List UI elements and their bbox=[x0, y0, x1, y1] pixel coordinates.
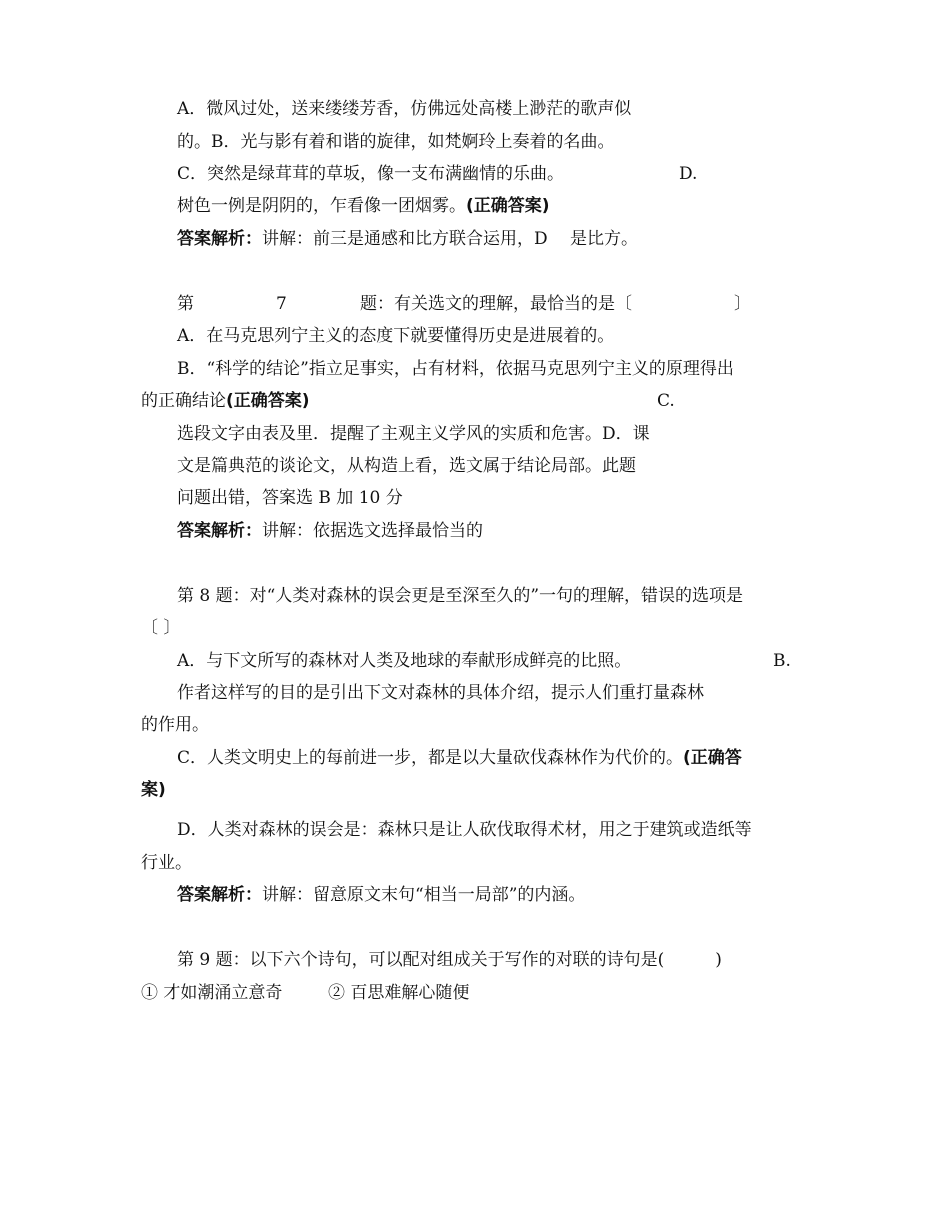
q9-title: 第 9 题：以下六个诗句，可以配对组成关于写作的对联的诗句是( ) bbox=[177, 950, 722, 970]
explanation-label: 答案解析： bbox=[177, 229, 262, 249]
q7-option-c-label: C. bbox=[657, 391, 675, 411]
q8-title-bracket: 〔 〕 bbox=[141, 618, 181, 638]
answer-explanation: 答案解析：讲解：前三是通感和比方联合运用，D 是比方。 bbox=[177, 229, 639, 249]
option-b-line: 的。B．光与影有着和谐的旋律，如梵婀玲上奏着的名曲。 bbox=[177, 132, 615, 152]
q7-option-b-cont: 的正确结论(正确答案) bbox=[141, 391, 310, 411]
correct-answer-mark-cont: 案) bbox=[141, 780, 166, 800]
q7-note: 问题出错，答案选 B 加 10 分 bbox=[177, 488, 403, 508]
explanation-label: 答案解析： bbox=[177, 521, 262, 541]
option-c-line: C．突然是绿茸茸的草坂，像一支布满幽情的乐曲。 bbox=[177, 164, 565, 184]
correct-answer-mark: (正确答案) bbox=[226, 391, 310, 411]
q9-option-2: ② 百思难解心随便 bbox=[328, 983, 470, 1003]
q7-answer-explanation: 答案解析：讲解：依据选文选择最恰当的 bbox=[177, 521, 483, 541]
option-d-label: D. bbox=[679, 164, 698, 184]
q8-title: 第 8 题：对“人类对森林的误会更是至深至久的”一句的理解，错误的选项是 bbox=[177, 586, 744, 606]
q7-title-number: 7 bbox=[276, 294, 287, 314]
q8-option-d-cont: 行业。 bbox=[141, 853, 192, 873]
q7-option-d: 文是篇典范的谈论文，从构造上看，选文属于结论局部。此题 bbox=[177, 456, 636, 476]
q8-answer-explanation: 答案解析：讲解：留意原文末句“相当一局部”的内涵。 bbox=[177, 885, 586, 905]
q7-option-c: 选段文字由表及里．提醒了主观主义学风的实质和危害。D．课 bbox=[177, 424, 650, 444]
q7-title-prefix: 第 bbox=[177, 294, 194, 314]
q8-option-a: A．与下文所写的森林对人类及地球的奉献形成鲜亮的比照。 bbox=[177, 651, 632, 671]
q8-option-c: C．人类文明史上的每前进一步，都是以大量砍伐森林作为代价的。(正确答 bbox=[177, 748, 742, 768]
q7-title-text: 题：有关选文的理解，最恰当的是〔 〕 bbox=[360, 294, 751, 314]
option-a-line: A．微风过处，送来缕缕芳香，仿佛远处高楼上渺茫的歌声似 bbox=[177, 99, 632, 119]
q9-option-1: ① 才如潮涌立意奇 bbox=[141, 983, 283, 1003]
q8-option-d: D．人类对森林的误会是：森林只是让人砍伐取得术材，用之于建筑或造纸等 bbox=[177, 820, 752, 840]
option-d-line: 树色一例是阴阴的，乍看像一团烟雾。(正确答案) bbox=[177, 196, 550, 216]
explanation-label: 答案解析： bbox=[177, 885, 262, 905]
correct-answer-mark: (正确答 bbox=[683, 748, 742, 768]
q7-option-b: B．“科学的结论”指立足事实，占有材料，依据马克思列宁主义的原理得出 bbox=[177, 359, 734, 379]
correct-answer-mark: (正确答案) bbox=[466, 196, 550, 216]
q8-option-b: 作者这样写的目的是引出下文对森林的具体介绍，提示人们重打量森林 bbox=[177, 683, 704, 703]
q8-option-b-cont: 的作用。 bbox=[141, 715, 209, 735]
q7-option-a: A．在马克思列宁主义的态度下就要懂得历史是进展着的。 bbox=[177, 326, 615, 346]
q8-option-b-label: B. bbox=[773, 651, 791, 671]
